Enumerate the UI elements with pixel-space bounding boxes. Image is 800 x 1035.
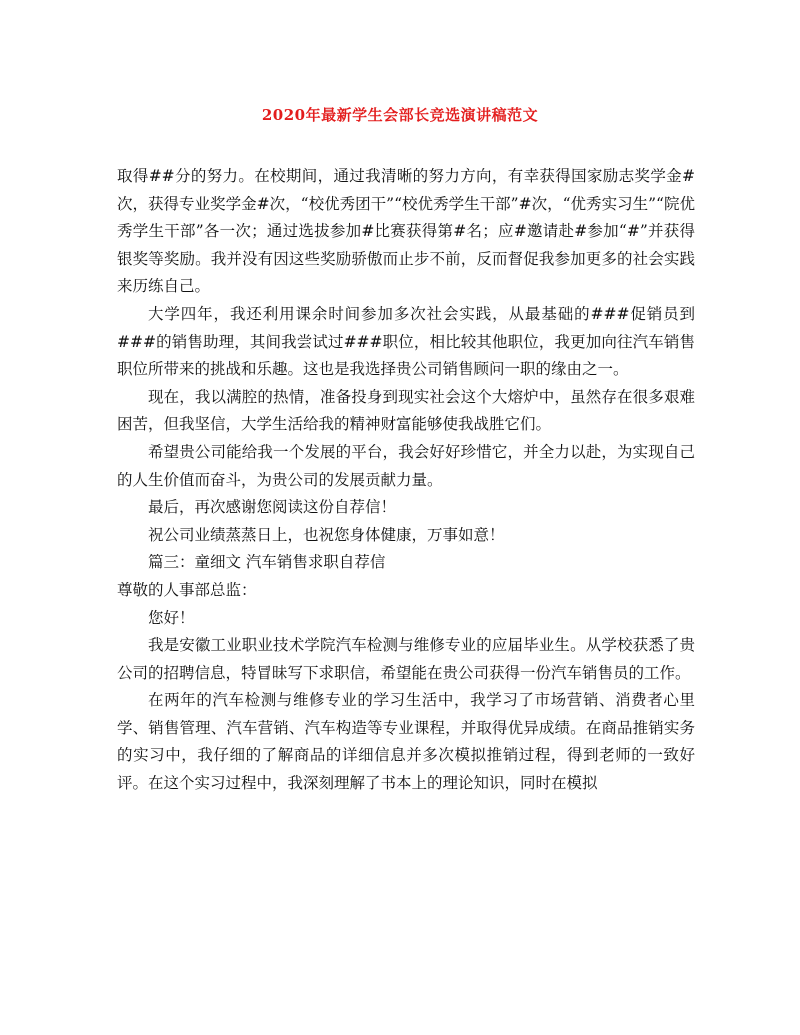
paragraph: 最后，再次感谢您阅读这份自荐信！: [148, 498, 397, 517]
paragraph: 在两年的汽车检测与维修专业的学习生活中，我学习了市场营销、消费者心里学、销售管理、汽车营销、汽车构造等专业课程，并取得优异成绩。在商品推销实务的实习中，我仔细的了解商品的详细信息并多次模拟推销过程，得到老师的一致好评。在这个实习过程中，我深刻理解了书本上的理论知识，同时在模拟: [117, 691, 695, 793]
salutation: 尊敬的人事部总监：: [117, 580, 257, 599]
document-body: [117, 163, 695, 798]
paragraph: 祝公司业绩蒸蒸日上，也祝您身体健康，万事如意！: [148, 525, 505, 544]
greeting: 您好！: [148, 608, 195, 627]
paragraph: 取得##分的努力。在校期间，通过我清晰的努力方向，有幸获得国家励志奖学金#次，获得专业奖学金#次，“校优秀团干”“校优秀学生干部”#次，“优秀实习生”“院优秀学生干部”各一次；通过选拔参加#比赛获得第#名；应#邀请赴#参加“#”并获得银奖等奖励。我并没有因这些奖励骄傲而止步不前，反而督促我参加更多的社会实践来历练自己。: [117, 167, 695, 296]
paragraph: 我是安徽工业职业技术学院汽车检测与维修专业的应届毕业生。从学校获悉了贵公司的招聘信息，特冒昧写下求职信，希望能在贵公司获得一份汽车销售员的工作。: [117, 636, 695, 682]
paragraph: 大学四年，我还利用课余时间参加多次社会实践，从最基础的###促销员到###的销售助理，其间我尝试过###职位，相比较其他职位，我更加向往汽车销售职位所带来的挑战和乐趣。这也是我选择贵公司销售顾问一职的缘由之一。: [117, 304, 695, 379]
paragraph: 现在，我以满腔的热情，准备投身到现实社会这个大熔炉中，虽然存在很多艰难困苦，但我坚信，大学生活给我的精神财富能够使我战胜它们。: [117, 387, 695, 434]
section-heading: 篇三：童细文 汽车销售求职自荐信: [148, 553, 386, 572]
document-title: 2020年最新学生会部长竞选演讲稿范文: [261, 106, 539, 124]
paragraph: 希望贵公司能给我一个发展的平台，我会好好珍惜它，并全力以赴，为实现自己的人生价值而奋斗，为贵公司的发展贡献力量。: [117, 442, 695, 489]
